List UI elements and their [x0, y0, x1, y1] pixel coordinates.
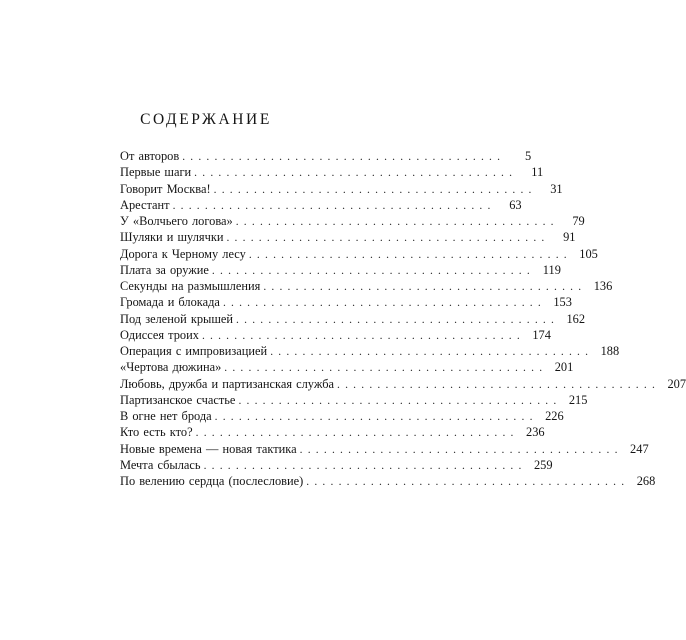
toc-entry: [120, 392, 588, 408]
toc-entry: [120, 311, 586, 327]
dot-leader: ........................................: [214, 411, 538, 423]
toc-entry-title: Под зеленой крышей: [120, 311, 234, 326]
dot-leader: ........................................: [201, 329, 525, 342]
toc-entry-title: В огне нет брода: [120, 409, 212, 423]
toc-entry-title: Операция с импровизацией: [120, 344, 268, 358]
toc-entry: [120, 181, 563, 197]
dot-leader: ........................................: [299, 443, 623, 456]
toc-entry-page: 215: [568, 392, 588, 407]
toc-entry: [120, 441, 649, 457]
toc-entry-page: 136: [593, 279, 613, 293]
toc-entry-title: Дорога к Черному лесу: [120, 246, 246, 261]
toc-entry-page: 162: [566, 311, 586, 326]
toc-entry-page: 91: [563, 230, 576, 245]
toc-entry-title: Первые шаги: [120, 165, 192, 180]
toc-entry: [120, 294, 572, 310]
dot-leader: ........................................: [248, 248, 572, 261]
toc-entry-title: Кто есть кто?: [120, 425, 193, 440]
toc-entry-title: «Чертова дюжина»: [120, 360, 222, 375]
toc-entry: [120, 457, 553, 473]
toc-entry-title: Мечта сбылась: [120, 457, 201, 472]
toc-entry-title: Секунды на размышления: [120, 279, 261, 293]
toc-entry-page: 63: [509, 197, 522, 212]
dot-leader: ........................................: [203, 459, 527, 472]
dot-leader: ........................................: [182, 151, 506, 163]
page-title: СОДЕРЖАНИЕ: [140, 111, 272, 128]
dot-leader: ........................................: [195, 427, 519, 440]
dot-leader: ........................................: [224, 362, 548, 375]
toc-entry: [120, 262, 561, 278]
toc-entry-page: 247: [630, 441, 649, 456]
toc-entry: [120, 424, 545, 440]
toc-entry: [120, 229, 576, 245]
toc-entry-page: 105: [579, 246, 598, 261]
dot-leader: ........................................: [213, 183, 537, 196]
dot-leader: ........................................: [235, 216, 559, 228]
toc-entry-title: Плата за оружие: [120, 262, 209, 277]
toc-entry: [120, 278, 613, 294]
toc-entry-title: Говорит Москва!: [120, 181, 211, 196]
dot-leader: ........................................: [306, 476, 630, 488]
toc-entry-page: 11: [531, 165, 544, 180]
toc-entry-title: Шуляки и шулячки: [120, 230, 224, 245]
dot-leader: ........................................: [263, 281, 587, 293]
toc-entry-page: 236: [526, 425, 545, 440]
toc-entry: [120, 359, 574, 375]
table-of-contents: [120, 148, 686, 489]
toc-entry-page: 268: [636, 474, 656, 488]
dot-leader: ........................................: [337, 378, 661, 391]
toc-entry-page: 31: [550, 181, 563, 196]
toc-entry-page: 5: [525, 149, 532, 163]
toc-entry: [120, 164, 544, 180]
dot-leader: ........................................: [194, 167, 518, 180]
toc-entry-page: 259: [533, 457, 553, 472]
dot-leader: ........................................: [211, 264, 535, 277]
toc-entry-title: Арестант: [120, 197, 170, 212]
dot-leader: ........................................: [226, 232, 550, 245]
toc-entry-title: От авторов: [120, 149, 180, 163]
toc-entry-page: 226: [545, 409, 564, 423]
toc-entry: [120, 473, 656, 489]
dot-leader: ........................................: [270, 346, 594, 358]
toc-entry-title: Партизанское счастье: [120, 392, 236, 407]
toc-entry-title: Громада и блокада: [120, 295, 220, 310]
toc-entry: [120, 408, 564, 424]
toc-entry-page: 174: [532, 327, 551, 342]
toc-entry: [120, 213, 585, 229]
toc-entry-title: По велению сердца (послесловие): [120, 474, 304, 488]
toc-entry-title: Новые времена — новая тактика: [120, 441, 297, 456]
dot-leader: ........................................: [172, 199, 496, 212]
toc-entry: [120, 376, 686, 392]
toc-entry-title: Одиссея троих: [120, 327, 199, 342]
toc-entry-page: 207: [667, 376, 686, 391]
toc-entry-page: 201: [554, 360, 574, 375]
toc-entry-page: 188: [600, 344, 620, 358]
toc-entry-page: 119: [542, 262, 561, 277]
toc-entry-page: 79: [572, 214, 585, 228]
toc-entry-title: У «Волчьего логова»: [120, 214, 233, 228]
toc-entry: [120, 343, 620, 359]
toc-entry-page: 153: [553, 295, 572, 310]
dot-leader: ........................................: [236, 313, 560, 326]
dot-leader: ........................................: [238, 394, 562, 407]
toc-entry-title: Любовь, дружба и партизанская служба: [120, 376, 335, 391]
toc-entry: [120, 148, 532, 164]
toc-entry: [120, 246, 598, 262]
toc-entry: [120, 197, 522, 213]
toc-entry: [120, 327, 551, 343]
dot-leader: ........................................: [222, 297, 546, 310]
